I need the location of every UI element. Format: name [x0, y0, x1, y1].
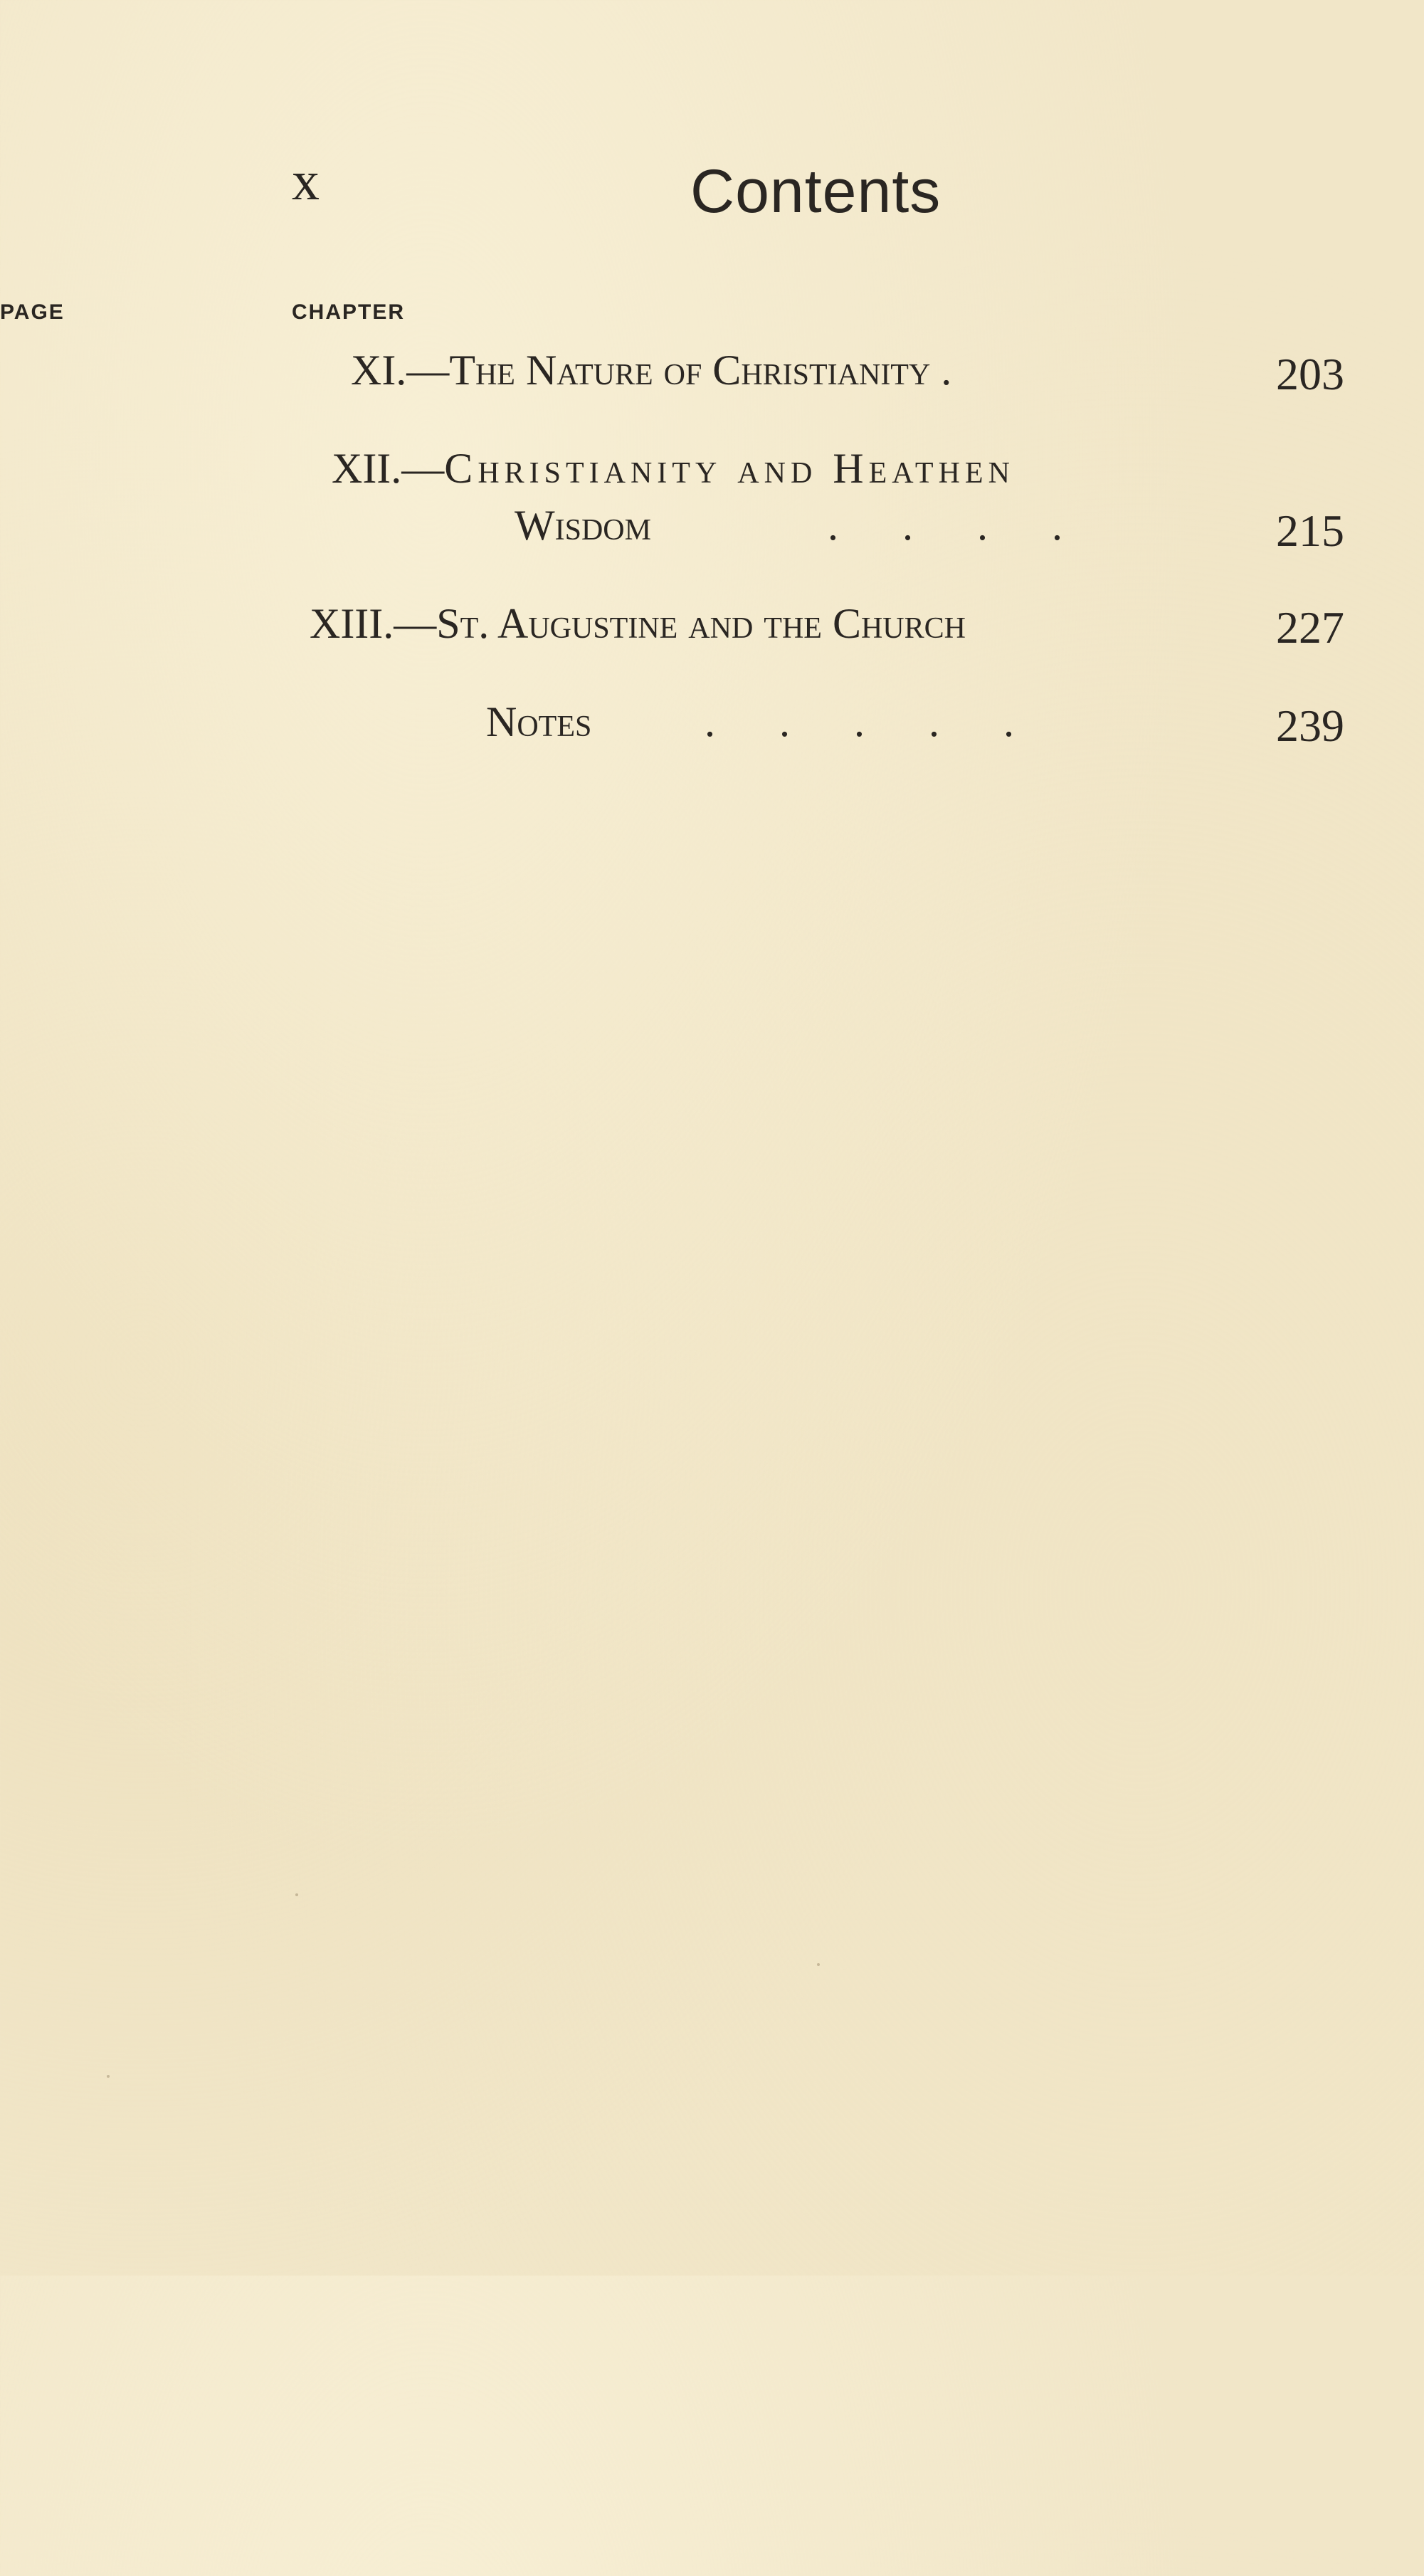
chapter-title-continued: Wisdom — [515, 502, 651, 549]
chapter-numeral: XIII.— — [310, 600, 437, 647]
paper-speck — [107, 2075, 110, 2078]
page-number: 203 — [1276, 349, 1344, 399]
running-title: Contents — [690, 157, 942, 226]
paper-speck — [295, 1893, 298, 1896]
chapter-column-header: CHAPTER — [292, 300, 406, 324]
toc-entry — [486, 700, 591, 743]
page-number: 227 — [1276, 602, 1344, 653]
chapter-title: The Nature of Christianity . — [449, 347, 952, 394]
paper-speck — [817, 1963, 820, 1966]
chapter-numeral: XI.— — [351, 347, 450, 394]
toc-entry — [351, 347, 952, 394]
page-column-header: PAGE — [0, 300, 65, 324]
toc-entry-continuation — [515, 504, 651, 547]
chapter-numeral: XII.— — [332, 445, 445, 492]
page-number: 215 — [1276, 505, 1344, 556]
page-number: 239 — [1276, 700, 1344, 751]
chapter-title: St. Augustine and the Church — [436, 600, 966, 647]
toc-entry — [332, 447, 1015, 490]
toc-entry — [310, 602, 966, 645]
dot-leaders: . . . . — [828, 502, 1062, 549]
dot-leaders: . . . . . — [705, 698, 1014, 745]
page-folio: x — [292, 149, 320, 211]
chapter-title: Notes — [486, 698, 592, 745]
chapter-title: Christianity and Heathen — [444, 445, 1015, 492]
